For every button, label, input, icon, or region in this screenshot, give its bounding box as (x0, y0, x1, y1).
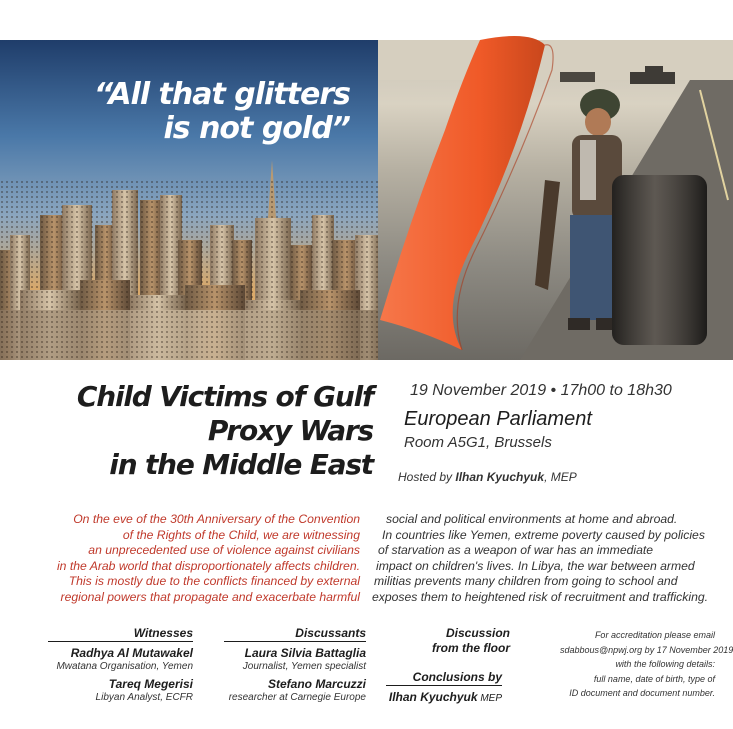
intro-paragraph-left (20, 512, 360, 606)
body-line: exposes them to heightened risk of recruitment and trafficking. (372, 589, 709, 604)
body-line: impact on children's lives. In Libya, the war between armed (376, 558, 695, 573)
body-line: an unprecedented use of violence against civilians (88, 543, 360, 558)
page-curl-flap (380, 36, 545, 350)
discussion-line-2: from the floor (432, 641, 510, 655)
body-line: of starvation as a weapon of war has an immediate (378, 543, 654, 558)
accreditation-line: For accreditation please email (594, 630, 715, 640)
body-line: regional powers that propagate and exacerbate harmful (60, 589, 360, 604)
conclusions-speaker (380, 690, 502, 704)
title-line-2: Proxy Wars (207, 414, 373, 447)
conclusions-heading: Conclusions by (386, 670, 502, 686)
body-line: of the Rights of the Child, we are witnessing (122, 527, 360, 542)
discussant-2-role: researcher at Carnegie Europe (228, 692, 366, 703)
body-line: In countries like Yemen, extreme poverty caused by policies (382, 527, 705, 542)
title-line-3: in the Middle East (109, 448, 373, 481)
body-line: This is mostly due to the conflicts financed by external (68, 574, 360, 589)
photo-scene (0, 0, 733, 360)
accreditation-line: with the following details: (615, 659, 715, 670)
accreditation-line: full name, date of birth, type of (593, 673, 715, 684)
event-title (33, 380, 373, 482)
event-venue: European Parliament (404, 408, 592, 430)
event-room: Room A5G1, Brussels (404, 434, 552, 451)
witness-2-role: Libyan Analyst, ECFR (95, 692, 193, 703)
discussion-line-1: Discussion (445, 626, 510, 640)
witness-2-name: Tareq Megerisi (108, 677, 193, 691)
event-date: 19 November 2019 • 17h00 to 18h30 (410, 382, 672, 399)
body-line: On the eve of the 30th Anniversary of the Convention (73, 512, 360, 526)
accreditation-line: ID document and document number. (569, 688, 715, 699)
hosted-prefix: Hosted by (398, 470, 453, 484)
quote-line-2: is not gold” (163, 111, 350, 146)
banner (0, 0, 733, 360)
hosted-by (398, 470, 577, 484)
discussant-1-role: Journalist, Yemen specialist (242, 661, 366, 672)
banner-quote (60, 78, 350, 146)
witness-1-role: Mwatana Organisation, Yemen (56, 661, 193, 672)
witnesses-heading: Witnesses (48, 626, 193, 642)
host-suffix: , MEP (544, 470, 577, 484)
conclusions-suffix: MEP (477, 693, 502, 704)
witness-1-name: Radhya Al Mutawakel (70, 646, 193, 660)
intro-paragraph-right (372, 512, 722, 606)
body-line: militias prevents many children from going to school and (374, 574, 678, 589)
body-line: in the Arab world that disproportionately affects children. (56, 558, 360, 573)
discussant-2-name: Stefano Marcuzzi (267, 677, 366, 691)
body-line: social and political environments at home and abroad. (386, 512, 678, 526)
conclusions-name: Ilhan Kyuchyuk (388, 690, 478, 704)
host-name: Ilhan Kyuchyuk (455, 470, 545, 484)
discussant-1-name: Laura Silvia Battaglia (244, 646, 366, 660)
discussants-heading: Discussants (224, 626, 366, 642)
accreditation-line: sdabbous@npwj.org by 17 November 2019 (560, 644, 733, 655)
accreditation-note (560, 628, 733, 701)
title-line-1: Child Victims of Gulf (76, 380, 373, 413)
quote-line-1: “All that glitters (93, 77, 350, 112)
